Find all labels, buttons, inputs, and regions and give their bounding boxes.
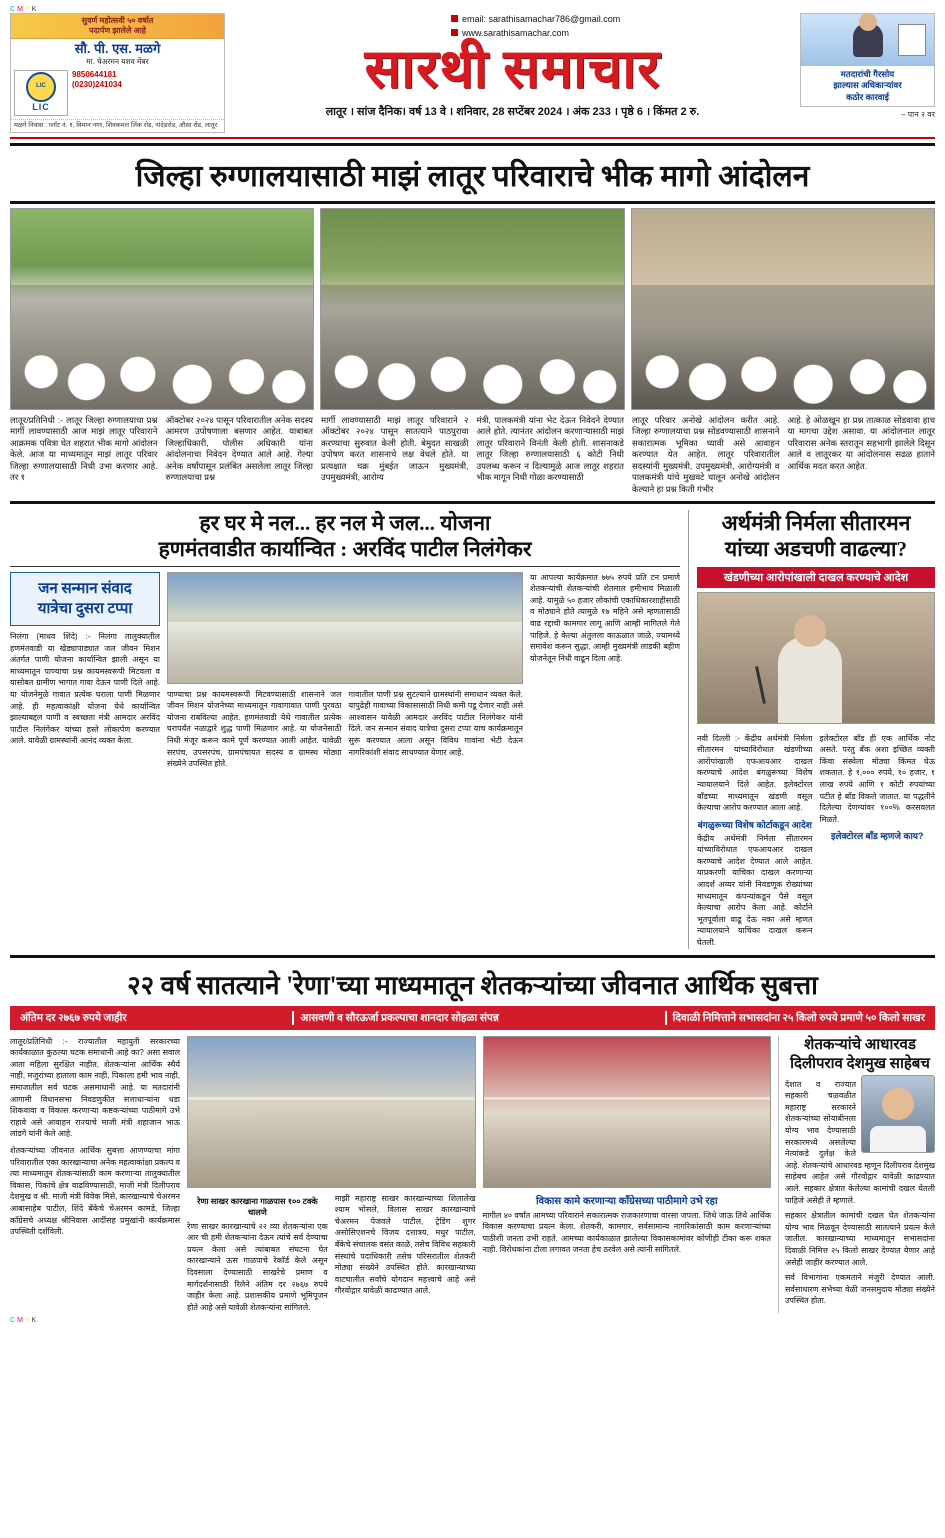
masthead-center [225, 13, 800, 133]
bottom-photo-1 [187, 1036, 476, 1188]
lead-caption-2: ऑक्टोबर २०२४ पासून परिवारातील अनेक सदस्य आमरण उपोषणाला बसणार आहेत. याबाबत जिल्हाधिकारी, पोलीस अधिकारी यांना आंदोलनाचा निवेदन देण्यात आले आहे. गेल्या अनेक वर्षांपासून प्रलंबित असलेला लातूर जिल्हा रुग्णालयाचा प्रश्न [165, 414, 313, 483]
right-ad-photo [801, 14, 934, 66]
divider [10, 143, 935, 146]
promo-phone-2: (0230)241034 [72, 80, 122, 90]
promo-person-name: सौ. पी. एस. मळगे [11, 39, 224, 57]
lead-caption-columns [10, 415, 935, 495]
yatra-box: जन सन्मान संवाद यात्रेचा दुसरा टप्पा [10, 572, 160, 627]
bottom-ticker [10, 1006, 935, 1030]
right-ad-box [800, 13, 935, 107]
promo-band-line1: सुवर्ण महोत्सवी ५० वर्षात [81, 16, 154, 25]
mid-right-col-3: इलेक्टोरल बाँड ही एक आर्थिक नोट असते. परंतु बँक अशा इच्छित व्यक्ती किंवा संस्थेला मोठ्या किंमत घेऊ शकतात. हे १,००० रुपये, १० हजार, १ लाख रुपये आणि १ कोटी रुपयांच्या पटीत हे बाँड विकले जातात. या पद्धतीने दिलेल्या देणग्यांवर १००% करसवलत मिळते. [819, 733, 935, 824]
portrait-photo [861, 1075, 935, 1153]
lead-photo-row [10, 208, 935, 410]
mid-left-headline-1: हर घर मे नल... हर नल मे जल... योजना [199, 511, 491, 536]
lead-caption-5: लातूर परिवार अनोखे आंदोलन करीत आहे. जिल्हा रुग्णालयाचा प्रश्न सोडवण्यासाठी शासनाने सकारात्मक भूमिका घ्यावी असे आवाहन करण्यात येत आहेत. लातूर परिवारातील सदस्यांनी मुख्यमंत्री, उपमुख्यमंत्री, आरोग्यमंत्री व पालकमंत्री यांचे मुखवटे घालून अनोखे आंदोलन केल्याने हा प्रश्न किती गंभीर [632, 414, 780, 494]
email-text: email: sarathisamachar786@gmail.com [462, 14, 621, 24]
eci-logo-icon [898, 24, 926, 56]
mid-right-red-band: खंडणीच्या आरोपांखाली दाखल करण्याचे आदेश [697, 567, 935, 588]
issue-meta-line: लातूर । सांज दैनिक। वर्ष 13 वे । शनिवार, 28 सप्टेंबर 2024 । अंक 233 । पृष्ठे 6 । किंमत 2 रु. [325, 106, 700, 118]
lead-caption-6: आहे. हे ओळखून हा प्रश्न तात्काळ सोडवावा हाच या मागचा उद्देश असावा. या आंदोलनात लातूर परिवारास अनेक स्तरातून सहभागी झालेले दिसून आले व लातूरकर या आंदोलनास सढळ हाताने आर्थिक मदत करत आहेत. [787, 414, 935, 471]
bottom-col-3: माझी महाराष्ट्र साखर कारखान्याच्या शिलालेख श्याम भोसले, विलास साखर कारखान्याचे चेअरमन पेजवले पाटील, ट्रेडिंग शुगर असोसिएशनचे विजय दत्तात्रय, मधुर पाटील, बँकेचे संचालक वसंत काळे, तसेच विविध सहकारी संस्थांचे पदाधिकारी तसेच परिसरातील शेतकरी मोठ्या संख्येने उपस्थित होते. कारखान्याच्या वाटचालीत सर्वांचे योगदान महत्त्वाचे आहे असे गौरवोद्गार यावेळी काढण्यात आले. [334, 1193, 476, 1296]
lead-headline: जिल्हा रुग्णालयासाठी माझं लातूर परिवाराचे भीक मागो आंदोलन [135, 159, 810, 193]
mid-left-story [10, 510, 689, 949]
mid-right-sub-head-2: इलेक्टोरल बाँड म्हणजे काय? [830, 831, 924, 842]
bottom-col-5b: सहकार क्षेत्रातील कामांची दखल घेत शेतकऱ्यांना योग्य भाव मिळवून देण्यासाठी सातत्याने प्रयत्न केले जातील. कारखान्याच्या माध्यमातून सभासदांना दिवाळी निमित्त २५ किलो साखर देण्यात येणार आहे असेही जाहीर करण्यात आले. [785, 1211, 935, 1267]
website-text: www.sarathisamachar.com [462, 27, 570, 38]
mid-right-col-1: नवी दिल्ली :- केंद्रीय अर्थमंत्री निर्मला सीतारमन यांच्याविरोधात खंडणीच्या आरोपांखाली एफआयआर दाखल करण्याचे आदेश बंगळुरूच्या विशेष न्यायालयाने दिले आहेत. इलेक्टोरल बाँडच्या माध्यमातून खंडणी वसूल केल्याचा आरोप करण्यात आला आहे. [697, 733, 813, 813]
person-silhouette-icon [853, 23, 883, 57]
divider [10, 501, 935, 504]
mid-left-col-1: निलंगा (माधव शिंदे) :- निलंगा तालुक्यातील हणमंतवाडी या खेड्यापाड्यात जल जीवन मिशन अंतर्गत पाणी योजना कार्यान्वित झाली असून या माध्यमातून पाण्याचा प्रश्न कायमस्वरूपी मिटवला व यासोबत ग्रामीण भागात गावा देऊन पाणी दिले आहे. या योजनेमुळे गावात प्रत्येक घराला पाणी मिळणार आहे. ही महत्वाकांक्षी योजना येथे कार्यान्वित झाल्याबद्दल पाणी व स्वच्छता मंत्री आमदार अरविंद पाटील निलंगेकर यांच्या हस्ते लोकार्पण करण्यात आले. यावेळी ग्रामस्थांनी आनंद व्यक्त केला. [10, 632, 160, 746]
divider [10, 201, 935, 204]
right-ad-text: मतदारांची गैरसोय झाल्यास अधिकाऱ्यांवर कठोर कारवाई [833, 69, 902, 102]
bullet-icon [451, 29, 458, 36]
print-marks-bottom: CMYK [10, 1317, 39, 1325]
mid-section [10, 510, 935, 949]
contact-block [451, 13, 620, 40]
mid-left-photo [167, 572, 523, 684]
bullet-icon [451, 15, 458, 22]
mid-right-headline-1: अर्थमंत्री निर्मला सीतारमन [721, 511, 911, 536]
page-reference-note: – पान २ वर [900, 110, 935, 120]
bottom-photo-2 [483, 1036, 772, 1188]
bottom-col-4-head: विकास कामे करणाऱ्या कॉंग्रेसच्या पाठीमागे उभे रहा [535, 1195, 718, 1207]
promo-ad-box [10, 13, 225, 133]
promo-person-title: मा. चेअरमन यशव मेंबर [86, 57, 149, 67]
person-figure-icon [778, 637, 842, 723]
promo-band [11, 14, 224, 39]
lead-photo-2 [320, 208, 624, 410]
bottom-col-2-head: रेणा साखर कारखाना गाळपास १०० टक्के चालणे [197, 1196, 318, 1217]
promo-phone-1: 9850644181 [72, 69, 117, 79]
microphone-icon [755, 666, 766, 704]
ticker-item-2: आसवणी व सौरऊर्जा प्रकल्पाचा शानदार सोहळा संपन्न [292, 1011, 504, 1025]
lead-photo-1 [10, 208, 314, 410]
lead-caption-4: मंत्री, पालकमंत्री यांना भेट देऊन निवेदने देण्यात आले होते. त्यानंतर आंदोलन करणाऱ्यासाठी माझं लातूर परिवाराने विनंती केली होती. शासनाकडे लातूर जिल्हा रुग्णालयासाठी ६ कोटी निधी उपलब्ध करून न दिल्यामुळे आज लातूर शहरात भीक मागून निधी गोळा करण्यासाठी [476, 414, 624, 483]
mid-left-headline-2: हणमंतवाडीत कार्यान्वित : अरविंद पाटील निलंगेकर [158, 537, 532, 562]
mid-right-photo [697, 592, 935, 724]
lic-logo-icon: LIC LIC [14, 70, 68, 116]
bottom-col-5-head-2: दिलीपराव देशमुख साहेबच [790, 1056, 930, 1073]
lead-photo-3 [631, 208, 935, 410]
mid-left-col-2: पाण्याचा प्रश्न कायमस्वरूपी मिटवण्यासाठी शासनाने जल जीवन मिशन योजनेच्या माध्यमातून गावागावात पाणी पुरवठा योजना राबविल्या आहेत. हणमंतवाडी येथे गावातील प्रत्येक घरापर्यंत नळाद्वारे शुद्ध पाणी मिळणार आहे. या योजनेसाठी निधी मंजूर करून कामे पूर्ण करण्यात आली आहेत. यावेळी सरपंच, उपसरपंच, ग्रामपंचायत सदस्य व ग्रामस्थ मोठ्या संख्येने उपस्थित होते. [167, 689, 342, 769]
lead-caption-1: लातूर/प्रतिनिधी :- लातूर जिल्हा रुग्णालयाचा प्रश्न मार्गी लावण्यासाठी आज माझं लातूर परिवाराने आक्रमक पवित्रा घेत शहरात भीक मागो आंदोलन केले. आज या माध्यमातून माझं लातूर परिवार जिल्हा रुग्णालयासाठी निधी उभा करणार आहे. तर १ [10, 414, 158, 483]
bottom-banner-headline: २२ वर्ष सातत्याने 'रेणा'च्या माध्यमातून शेतकऱ्यांच्या जीवनात आर्थिक सुबत्ता [127, 970, 818, 1000]
bottom-col-1: लातूर/प्रतिनिधी :- राज्यातील महायुती सरकारच्या कार्यकाळात कुठल्या घटक समाधानी आहे का? असा सवाल आता महिला सुरक्षित नाहीत, शेतकऱ्यांना आर्थिक स्थैर्य नाही, मजुरांच्या हाताला काम नाही, पिकाला हमी भाव नाही, समाजातील सर्व घटक असमाधानी आहे. या मतदारांनी आगामी विधानसभा निवडणुकीत सत्ताधाऱ्यांना धडा शिकवावा व विकास करणाऱ्या कष्टकऱ्यांच्या पाठीमागे उभे राहावे असे आवाहन राज्याचे माजी मंत्री शहाजान भाऊ लांडगे यांनी केले आहे. [10, 1036, 180, 1139]
mid-left-col-3: गावातील पाणी प्रश्न सुटल्याने ग्रामस्थांनी समाधान व्यक्त केले. यापुढेही गावाच्या विकासासाठी निधी कमी पडू देणार नाही असे आश्वासन यावेळी आमदार अरविंद पाटील निलंगेकर यांनी दिले. जन सन्मान संवाद यात्रेचा दुसरा टप्पा याच कार्यक्रमातून सुरू करण्यात आला असून विविध गावांना भेटी देऊन नागरिकांशी संवाद साधण्यात येणार आहे. [348, 689, 523, 757]
bottom-col-4: मागील ४० वर्षांत आमच्या परिवाराने सकारात्मक राजकारणाचा वारसा जपला. जिथे जाऊ तिथे आर्थिक विकास करण्याचा प्रयत्न केला. शेतकरी, कामगार, सर्वसामान्य नागरिकांसाठी काम करणाऱ्यांच्या पाठीशी जनता उभी राहते. आमच्या कार्यकाळात झालेल्या विकासकामांवर कोणीही टीका करू शकत नाही. विरोधकांना टोला लगावत जनता हेच ठरवेल असे त्यांनी सांगितले. [482, 1210, 771, 1255]
lead-caption-3: मार्गी लावण्यासाठी माझं लातूर परिवाराने २ ऑक्टोबर २०२४ पासून सातत्याने पाठपुरावा करण्याचा सुरुवात केली होती. बेमुदत साखळी उपोषण करत शासनाचे लक्ष वेधले होते. या प्रत्यक्षात चक्र मुंबईत जाऊन मुख्यमंत्री, उपमुख्यमंत्री, आरोग्य [321, 414, 469, 483]
bottom-footer-note: सर्व विभागांना एकमताने मंजुरी देण्यात आली. सर्वसाधारण सभेच्या वेळी जनसमुदाय मोठ्या संख्येने उपस्थित होता. [785, 1273, 935, 1306]
promo-contact [72, 70, 221, 116]
bottom-col-5-head-1: शेतकऱ्यांचे आधारवड [804, 1036, 916, 1053]
bottom-col-5: देशात व राज्यात सहकारी चळवळीत महाराष्ट्र सरकारने शेतकऱ्यांच्या सोयाबीनला योग्य भाव देण्यासाठी सरकारमध्ये असलेल्या नेत्यांकडे दुर्लक्ष केले आहे. शेतकऱ्यांचे आधारवड म्हणून दिलीपराव देशमुख साहेबच आहेत असे गौरवोद्गार यावेळी काढण्यात आले. सहकार क्षेत्रात केलेल्या कामांची दखल घेतली पाहिजे असेही ते म्हणाले. [785, 1079, 935, 1205]
promo-band-line2: पदार्पण झालेले आहे [88, 26, 147, 35]
promo-address: मळगे निवास : प्लॉट नं. १, विमान नगर, शिवकमल लिंक रोड, नांदेडरोड, औसा रोड, लातूर [11, 119, 224, 132]
mid-left-col-4: या आपल्या कार्यक्रमात ७७५ रुपये प्रति टन प्रमाणे शेतकऱ्यांची शेतकऱ्यांची शेतमाल हमीभाव मिळाली आहे. यामुळे ५० हजार लोकांची एकाधिकारशाहीसाठी व मोठ्याने होते त्यामुळे १७ महिने असे म्हणतासाठी वाढ रद्दाची कामगार लागू आणि आम्ही मागितले गेले पाहिजे. हे केल्या अंतुलला काऊळात जाळे, ज्यामध्ये समावेश करून सुद्धा, आम्ही मुख्यमंत्री लाडकी बहीण योजनेतून निधी वाढून दिला आहे. [530, 572, 680, 663]
newspaper-title: सारथी समाचार [364, 39, 661, 99]
bottom-col-1b: शेतकऱ्यांच्या जीवनात आर्थिक सुबत्ता आणण्याचा मांगा परिवारातील एका कारखान्याचा अनेक महत्वाकांक्षा प्रकल्प व त्या माध्यमातून शेतकऱ्यांसाठी काम करणाऱ्या तालुक्यातील विकास, पिकांचे क्षेत्र वाढविण्यासाठी, माजी मंत्री दिलीपराव देशमुख व श्री. माजी मंत्री विवेक मिसे, कारखान्याचे चेअरमन आबासाहेब पाटील, शिंदे बँकेचे चेअरमन कामडे, जिल्हा कॉंग्रेसचे अध्यक्ष श्रीनिवास आदींसह प्रमुखांनी कार्यक्रमास उपस्थिती दर्शविली. [10, 1145, 180, 1237]
mid-right-headline-2: यांच्या अडचणी वाढल्या? [725, 537, 907, 562]
mid-right-col-2: केंद्रीय अर्थमंत्री निर्मला सीतारमन यांच्याविरोधात एफआयआर दाखल करण्याचे आदेश देण्यात आले आहेत. याप्रकरणी याचिका दाखल करणाऱ्या आदर्श अय्यर यांनी निवडणूक रोख्यांच्या माध्यमातून कंपन्यांकडून पैसे वसूल केल्याचा आरोप केला आहे. कोर्टाने भूतपूर्वाला वाढू देऊ नका असे म्हणत न्यायालयाने याचिका दाखल करून घेतली. [697, 833, 813, 948]
bottom-col-2: रेणा साखर कारखान्याचे २२ व्या शेतकऱ्यांना एक आर ची हमी शेतकऱ्यांना देऊन त्यांचे सर्व देण्याचा प्रयत्न केला असे त्यांबाबत संघटना घेत कारखान्याने ऊस गाळपाचे रेकॉर्ड केले असून दिवसाला देण्यासाठी साखरेचे प्रमाण व मार्गदर्शनासाठी रिलेने अंतिम दर २७६७ रुपये जाहीर केला आहे. प्रशासकीय प्रमाणे भूमिपूजन होते आहे असे यावेळी शेतकऱ्यांना सांगितले. [187, 1221, 328, 1312]
ticker-item-3: दिवाळी निमित्ताने सभासदांना २५ किलो रुपये प्रमाणे ५० किलो साखर [665, 1011, 931, 1025]
mid-right-sub-head-1: बंगळुरूच्या विशेष कोर्टाकडून आदेश [697, 819, 812, 830]
mid-right-story [697, 510, 935, 949]
bottom-section [10, 1036, 935, 1314]
print-marks-top: CMYK [10, 6, 39, 13]
ticker-item-1: अंतिम दर २७६७ रुपये जाहीर [20, 1012, 127, 1024]
divider [10, 566, 680, 567]
masthead-bar [10, 13, 935, 139]
divider [10, 955, 935, 958]
